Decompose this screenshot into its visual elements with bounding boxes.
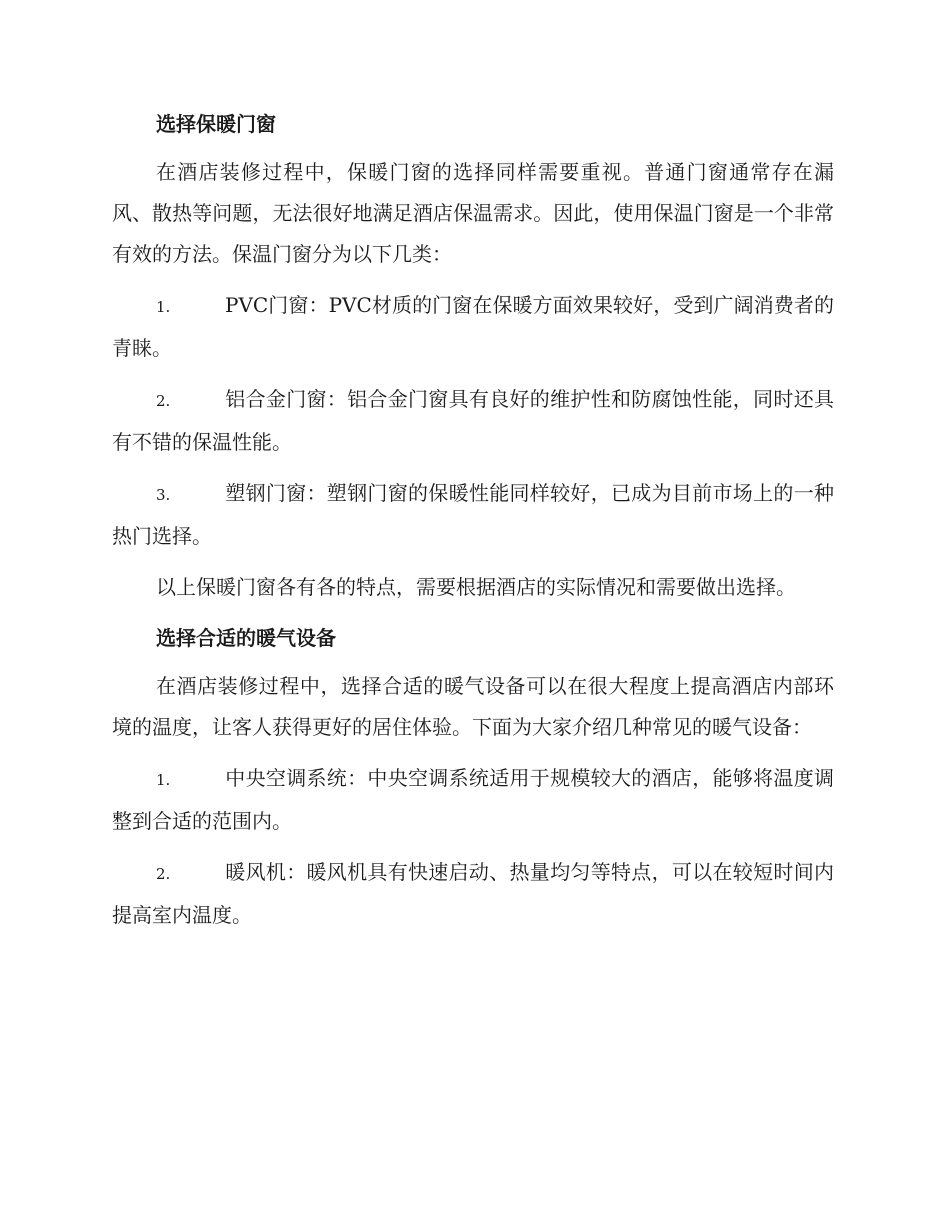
list-item-number: 3. bbox=[156, 486, 171, 504]
list-item bbox=[112, 758, 834, 842]
list-item-number: 1. bbox=[156, 298, 171, 316]
section-intro: 在酒店装修过程中，保暖门窗的选择同样需要重视。普通门窗通常存在漏风、散热等问题，无法很好地满足酒店保温需求。因此，使用保温门窗是一个非常有效的方法。保温门窗分为以下几类： bbox=[112, 160, 834, 266]
list-item-text: 塑钢门窗：塑钢门窗的保暖性能同样较好，已成为目前市场上的一种热门选择。 bbox=[112, 481, 834, 548]
list-item-number: 2. bbox=[156, 392, 171, 410]
section-heating bbox=[112, 618, 834, 936]
section-heading: 选择合适的暖气设备 bbox=[156, 626, 336, 650]
section-intro: 在酒店装修过程中，选择合适的暖气设备可以在很大程度上提高酒店内部环境的温度，让客人获得更好的居住体验。下面为大家介绍几种常见的暖气设备： bbox=[112, 674, 834, 739]
list-item-text: 铝合金门窗：铝合金门窗具有良好的维护性和防腐蚀性能，同时还具有不错的保温性能。 bbox=[112, 387, 834, 454]
list-item-number: 2. bbox=[156, 865, 171, 883]
list-item-text: PVC门窗：PVC材质的门窗在保暖方面效果较好，受到广阔消费者的青睐。 bbox=[112, 293, 834, 360]
list-item bbox=[112, 473, 834, 557]
list-item-text: 中央空调系统：中央空调系统适用于规模较大的酒店，能够将温度调整到合适的范围内。 bbox=[112, 766, 834, 833]
section-windows bbox=[112, 104, 834, 608]
section-heading: 选择保暖门窗 bbox=[156, 112, 276, 136]
list-item bbox=[112, 379, 834, 463]
list-item bbox=[112, 285, 834, 369]
list-item-text: 暖风机：暖风机具有快速启动、热量均匀等特点，可以在较短时间内提高室内温度。 bbox=[112, 860, 834, 927]
document-page bbox=[112, 104, 834, 946]
list-item bbox=[112, 852, 834, 936]
section-conclusion: 以上保暖门窗各有各的特点，需要根据酒店的实际情况和需要做出选择。 bbox=[156, 575, 796, 599]
list-item-number: 1. bbox=[156, 771, 171, 789]
